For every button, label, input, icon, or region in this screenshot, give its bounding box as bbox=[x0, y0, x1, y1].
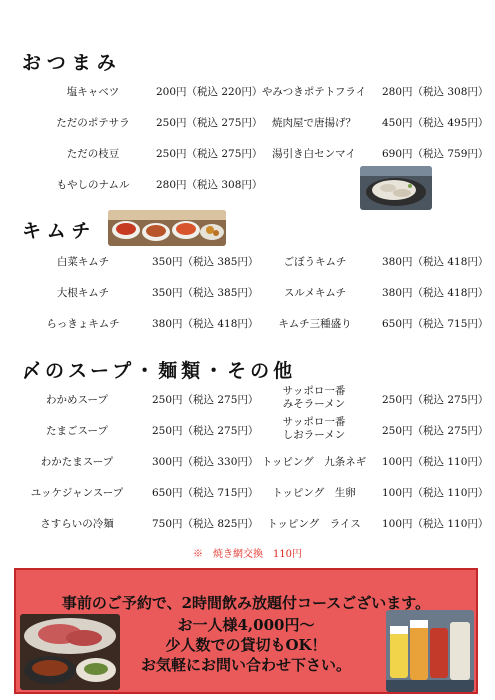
item-price: 250円（税込 275円） bbox=[156, 117, 263, 129]
item-name: 湯引き白センマイ bbox=[272, 148, 356, 160]
food-photo-senmai bbox=[360, 166, 432, 210]
item-name: スルメキムチ bbox=[283, 287, 347, 299]
item-price: 250円（税込 275円） bbox=[156, 148, 263, 160]
item-name: わかたまスープ bbox=[40, 456, 114, 468]
item-price: 250円（税込 275円） bbox=[152, 394, 259, 406]
item-price: 250円（税込 275円） bbox=[382, 394, 489, 406]
banner-line-3: 少人数での貸切もOK！ bbox=[165, 636, 327, 654]
banner-line-2: お一人様4,000円～ bbox=[177, 616, 315, 634]
item-price: 100円（税込 110円） bbox=[382, 518, 489, 530]
item-name: キムチ三種盛り bbox=[278, 318, 352, 330]
item-price: 100円（税込 110円） bbox=[382, 487, 489, 499]
item-price: 450円（税込 495円） bbox=[382, 117, 489, 129]
item-price: 380円（税込 418円） bbox=[382, 287, 489, 299]
item-name: らっきょキムチ bbox=[46, 318, 120, 330]
item-name-line2: みそラーメン bbox=[282, 398, 346, 410]
section-title-kimchi: キムチ bbox=[22, 220, 97, 242]
item-price: 380円（税込 418円） bbox=[152, 318, 259, 330]
item-price: 380円（税込 418円） bbox=[382, 256, 489, 268]
section-title-otsumami: おつまみ bbox=[22, 52, 122, 74]
item-price: 280円（税込 308円） bbox=[156, 179, 263, 191]
item-name-line1: サッポロ一番 bbox=[282, 416, 346, 428]
grill-net-note: ※ 焼き網交換 110円 bbox=[192, 549, 303, 560]
item-name: 大根キムチ bbox=[56, 287, 110, 299]
item-name-line2: しおラーメン bbox=[282, 429, 346, 441]
item-price: 350円（税込 385円） bbox=[152, 287, 259, 299]
item-name-line1: サッポロ一番 bbox=[282, 385, 346, 397]
item-name: ただの枝豆 bbox=[66, 148, 120, 160]
item-price: 250円（税込 275円） bbox=[152, 425, 259, 437]
item-name: ユッケジャンスープ bbox=[30, 487, 124, 499]
item-name: ごぼうキムチ bbox=[283, 256, 347, 268]
item-name: ただのポテサラ bbox=[56, 117, 130, 129]
food-photo-kimchi bbox=[108, 210, 226, 246]
item-price: 350円（税込 385円） bbox=[152, 256, 259, 268]
item-price: 300円（税込 330円） bbox=[152, 456, 259, 468]
item-price: 250円（税込 275円） bbox=[382, 425, 489, 437]
course-banner bbox=[14, 568, 478, 694]
banner-line-1: 事前のご予約で、2時間飲み放題付コースございます。 bbox=[61, 594, 431, 612]
item-price: 200円（税込 220円） bbox=[156, 86, 263, 98]
item-name: トッピング ライス bbox=[267, 518, 361, 530]
item-name: もやしのナムル bbox=[56, 179, 130, 191]
banner-line-4: お気軽にお問い合わせ下さい。 bbox=[140, 656, 351, 674]
item-name: わかめスープ bbox=[46, 394, 108, 406]
item-name: 白菜キムチ bbox=[56, 256, 110, 268]
item-price: 750円（税込 825円） bbox=[152, 518, 259, 530]
item-name: さすらいの冷麺 bbox=[40, 518, 114, 530]
item-name: トッピング 生卵 bbox=[272, 487, 356, 499]
item-price: 280円（税込 308円） bbox=[382, 86, 489, 98]
item-name: トッピング 九条ネギ bbox=[261, 456, 367, 468]
section-title-soup: 〆のスープ・麺類・その他 bbox=[22, 360, 297, 382]
item-name: やみつきポテトフライ bbox=[261, 86, 367, 98]
item-price: 100円（税込 110円） bbox=[382, 456, 489, 468]
item-price: 650円（税込 715円） bbox=[382, 318, 489, 330]
item-name: 塩キャベツ bbox=[66, 86, 120, 98]
item-name: 焼肉屋で唐揚げ？ bbox=[272, 117, 356, 129]
item-price: 650円（税込 715円） bbox=[152, 487, 259, 499]
item-name: たまごスープ bbox=[46, 425, 108, 437]
item-price: 690円（税込 759円） bbox=[382, 148, 489, 160]
